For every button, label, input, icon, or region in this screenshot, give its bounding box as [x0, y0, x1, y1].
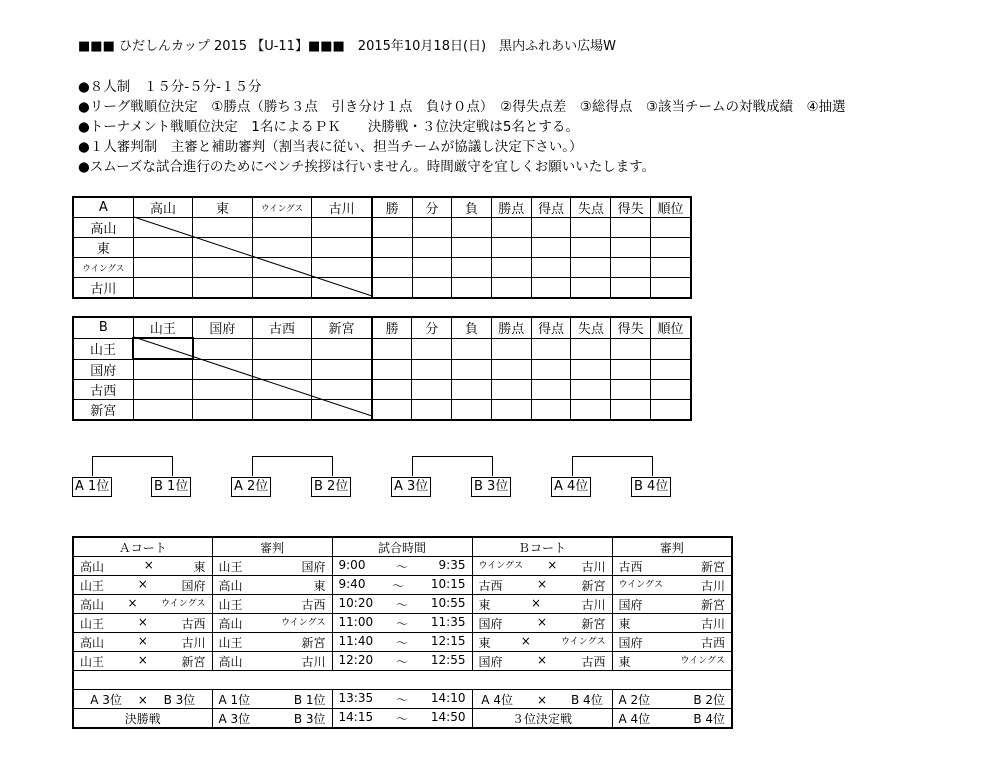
schedule-header: 審判: [612, 537, 732, 557]
schedule-header: 試合時間: [332, 537, 472, 557]
a-referee: 山王 古西: [212, 595, 332, 614]
b-court-match: 東 × ウイングス: [472, 633, 612, 652]
b-court-match: 古西 × 新宮: [472, 576, 612, 595]
league-a-col-stat: 勝: [372, 197, 412, 218]
a-court-match: 山王 × 国府: [73, 576, 212, 595]
league-a-col-stat: 失点: [571, 197, 611, 218]
b-referee: ウイングス 古川: [612, 576, 732, 595]
league-b-col-stat: 失点: [571, 317, 611, 338]
b-referee: A 4位 B 4位: [612, 709, 732, 729]
bracket-slot: B 4位: [631, 477, 671, 497]
schedule-row: [73, 557, 732, 576]
rule-line-2: ●リーグ戦順位決定 ①勝点（勝ち３点 引き分け１点 負け０点） ②得失点差 ③総得点 ③該当チームの対戦成績 ④抽選: [78, 99, 846, 115]
a-court-match: 山王 × 古西: [73, 614, 212, 633]
schedule-table: [72, 536, 733, 729]
a-referee: 高山 古川: [212, 652, 332, 671]
match-time: 12:20 ～ 12:55: [332, 652, 472, 671]
league-b-col-team: 古西: [252, 317, 312, 338]
b-referee: 古西 新宮: [612, 557, 732, 576]
league-b-col-stat: 負: [452, 317, 492, 338]
a-referee: 山王 新宮: [212, 633, 332, 652]
league-b-col-stat: 得点: [531, 317, 571, 338]
b-referee: 東 ウイングス: [612, 652, 732, 671]
league-a-row-team: 東: [73, 238, 133, 258]
league-a-row-team: 古川: [73, 278, 133, 299]
league-a-col-stat: 得点: [531, 197, 571, 218]
a-referee: 高山 ウイングス: [212, 614, 332, 633]
a-referee: A 1位 B 1位: [212, 690, 332, 709]
schedule-row: [73, 633, 732, 652]
match-time: 10:20 ～ 10:55: [332, 595, 472, 614]
a-court-match: A 3位 × B 3位: [73, 690, 212, 709]
league-b-col-team: 国府: [193, 317, 253, 338]
league-b-row-team: 古西: [73, 380, 133, 400]
league-b-col-team: 山王: [133, 317, 193, 338]
selected-cell[interactable]: [133, 338, 193, 359]
match-time: 9:00 ～ 9:35: [332, 557, 472, 576]
league-a-col-team: 古川: [312, 197, 372, 218]
b-court-match: ウイングス × 古川: [472, 557, 612, 576]
league-a-row-team: 高山: [73, 218, 133, 238]
schedule-header: Ｂコート: [472, 537, 612, 557]
league-b-row-team: 山王: [73, 338, 133, 359]
rule-line-5: ●スムーズな試合進行のためにベンチ挨拶は行いません。時間厳守を宜しくお願いいたします。: [78, 159, 656, 175]
a-referee: 高山 東: [212, 576, 332, 595]
b-referee: 東 古川: [612, 614, 732, 633]
schedule-row: [73, 576, 732, 595]
b-court-match: 国府 × 古西: [472, 652, 612, 671]
b-referee: 国府 新宮: [612, 595, 732, 614]
b-referee: 国府 古西: [612, 633, 732, 652]
league-a-col-team: 東: [193, 197, 252, 218]
match-time: 11:00 ～ 11:35: [332, 614, 472, 633]
schedule-row: [73, 652, 732, 671]
bracket-slot: A 1位: [72, 477, 112, 497]
schedule-row: [73, 614, 732, 633]
league-a-label: A: [73, 197, 133, 218]
league-b-row-team: 国府: [73, 359, 133, 380]
league-a-row-team: ウイングス: [73, 258, 133, 278]
rule-line-1: ●８人制 １５分-５分-１５分: [78, 79, 262, 95]
b-court-match: 国府 × 新宮: [472, 614, 612, 633]
a-court-match: 高山 × 古川: [73, 633, 212, 652]
page-title: ■■■ ひだしんカップ 2015 【U-11】■■■ 2015年10月18日(日) 黒内ふれあい広場W: [78, 39, 616, 54]
bracket-slot: A 4位: [551, 477, 591, 497]
league-b-col-team: 新宮: [312, 317, 372, 338]
match-time: 14:15 ～ 14:50: [332, 709, 472, 729]
league-b-row-team: 新宮: [73, 400, 133, 421]
bracket-slot: B 1位: [151, 477, 191, 497]
league-b-col-stat: 得失: [611, 317, 651, 338]
schedule-row: [73, 595, 732, 614]
league-b-label: B: [73, 317, 133, 338]
bracket-slot: A 2位: [231, 477, 271, 497]
league-a-col-stat: 順位: [651, 197, 691, 218]
league-a-col-stat: 勝点: [491, 197, 531, 218]
bracket-slot: B 3位: [471, 477, 511, 497]
schedule-final-row: [73, 690, 732, 709]
a-referee: 山王 国府: [212, 557, 332, 576]
schedule-header: Ａコート: [73, 537, 212, 557]
league-b-table: [72, 316, 692, 421]
b-court-match: 東 × 古川: [472, 595, 612, 614]
b-court-match: ３位決定戦: [472, 709, 612, 729]
league-a-col-stat: 分: [412, 197, 452, 218]
league-a-table: [72, 196, 692, 299]
match-time: 13:35 ～ 14:10: [332, 690, 472, 709]
b-court-match: A 4位 × B 4位: [472, 690, 612, 709]
a-court-match: 高山 × ウイングス: [73, 595, 212, 614]
bracket-slot: B 2位: [311, 477, 351, 497]
league-a-col-team: ウイングス: [252, 197, 312, 218]
bracket-slot: A 3位: [391, 477, 431, 497]
b-referee: A 2位 B 2位: [612, 690, 732, 709]
league-a-col-team: 高山: [133, 197, 193, 218]
league-a-col-stat: 得失: [611, 197, 651, 218]
league-b-col-stat: 分: [412, 317, 452, 338]
match-time: 9:40 ～ 10:15: [332, 576, 472, 595]
league-b-col-stat: 順位: [651, 317, 691, 338]
schedule-header: 審判: [212, 537, 332, 557]
schedule-final-row: [73, 709, 732, 729]
a-referee: A 3位 B 3位: [212, 709, 332, 729]
a-court-match: 山王 × 新宮: [73, 652, 212, 671]
league-a-col-stat: 負: [452, 197, 492, 218]
match-time: 11:40 ～ 12:15: [332, 633, 472, 652]
schedule-spacer-row: [73, 671, 732, 690]
rule-line-4: ●１人審判制 主審と補助審判（割当表に従い、担当チームが協議し決定下さい。）: [78, 139, 583, 155]
league-b-col-stat: 勝: [372, 317, 412, 338]
a-court-match: 決勝戦: [73, 709, 212, 729]
league-b-col-stat: 勝点: [491, 317, 531, 338]
rule-line-3: ●トーナメント戦順位決定 1名によるＰＫ 決勝戦・３位決定戦は5名とする。: [78, 119, 579, 135]
a-court-match: 高山 × 東: [73, 557, 212, 576]
